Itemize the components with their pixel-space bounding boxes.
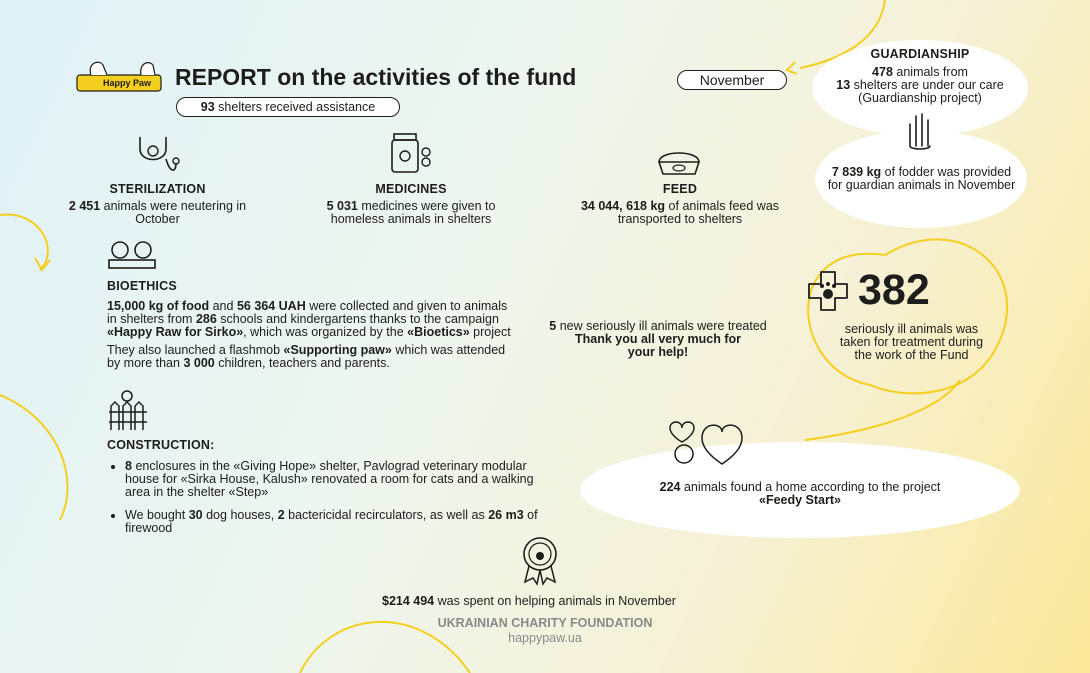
construction-item-2 [125,509,547,535]
fodder-amount: 7 839 kg [831,165,882,179]
website-link[interactable]: happypaw.ua [508,631,582,645]
medicine-jar-icon [390,132,434,174]
adoption-section [620,481,980,507]
award-paw-icon [519,536,561,586]
guardianship-title: GUARDIANSHIP [870,47,970,61]
sterilization-title: STERILIZATION [109,182,206,196]
bioethics-and: and [212,299,234,313]
construction-section [107,438,547,544]
shelters-text: shelters received assistance [218,100,376,114]
guardianship-animals: 478 [872,65,893,79]
treated-total: 382 [858,266,930,314]
construction-firewood: 26 m3 [488,508,524,522]
raised-hand-icon [906,110,934,150]
feed-title: FEED [662,182,698,196]
construction-title: CONSTRUCTION: [107,438,215,452]
page-title: REPORT on the activities of the fund [175,64,577,90]
treatment-count: 5 [549,319,557,333]
bioethics-p2a: They also launched a flashmob [107,343,281,357]
guardianship-text1: animals from [896,65,968,79]
foundation-name: UKRAINIAN CHARITY FOUNDATION [437,616,653,630]
sterilization-count: 2 451 [68,199,101,213]
bioethics-t2: schools and kindergartens thanks to the campaign [220,312,499,326]
guardianship-section [820,48,1020,105]
bioethics-paragraph-2 [107,344,517,370]
bioethics-paragraph-1 [107,300,517,339]
bioethics-title: BIOETHICS [107,279,177,293]
sterilization-section [60,183,255,226]
fence-dog-icon [107,390,151,432]
treatment-section [535,320,781,359]
construction-dog-houses: 30 [188,508,203,522]
construction-i2-b: dog houses, [206,508,275,522]
medicines-section [312,183,510,226]
construction-i2-a: We bought [125,508,186,522]
bioethics-uah: 56 364 UAH [236,299,306,313]
bioethics-t4: project [473,325,511,339]
construction-i2-d: of firewood [125,508,538,535]
logo [77,55,161,93]
spent-text: was spent on helping animals in November [437,594,676,608]
bioethics-campaign: «Happy Raw for Sirko» [107,325,244,339]
month-badge: November [677,70,787,90]
medical-cross-paw-icon [807,270,849,312]
bioethics-attendees: 3 000 [183,356,215,370]
sterilization-text: animals were neutering in October [103,199,247,226]
shelters-count: 93 [200,100,215,114]
guardianship-text2: shelters are under our care [853,78,1004,92]
treatment-text: new seriously ill animals were treated [559,319,767,333]
spent-line [382,594,676,608]
spent-amount: $214 494 [382,594,435,608]
bioethics-schools: 286 [195,312,217,326]
bioethics-t1: were collected and given to animals in shelters from [107,299,508,326]
food-bowl-icon [657,144,701,178]
construction-item-1 [125,460,547,499]
stethoscope-paw-icon [136,133,180,175]
fodder-text: of fodder was provided for guardian animals in November [827,165,1016,192]
feed-text: of animals feed was transported to shelters [617,199,780,226]
bioethics-food: 15,000 kg of food [107,299,210,313]
feed-amount: 34 044, 618 kg [580,199,666,213]
bioethics-project: «Bioetics» [407,325,470,339]
adoption-project: «Feedy Start» [759,493,841,507]
adoption-text: animals found a home according to the project [683,480,941,494]
logo-text: Happy Paw [103,78,152,88]
guardianship-shelters: 13 [836,78,851,92]
medicines-count: 5 031 [326,199,358,213]
cat-dog-heart-icon [668,418,744,466]
children-icon [107,238,157,270]
treated-total-text: seriously ill animals was taken for treatment during the work of the Fund [839,322,984,362]
construction-list [107,460,547,535]
medicines-text: medicines were given to homeless animals in shelters [330,199,496,226]
construction-i2-c: bactericidal recirculators, as well as [288,508,485,522]
bioethics-p2b: which was attended by more than [107,343,506,370]
thanks-text: Thank you all very much for your help! [574,332,741,359]
bioethics-flashmob: «Supporting paw» [283,343,392,357]
guardianship-text3: (Guardianship project) [858,91,982,105]
adoption-count: 224 [659,480,681,494]
construction-recirculators: 2 [277,508,285,522]
shelters-badge [176,97,400,117]
bioethics-t3: , which was organized by the [243,325,404,339]
fodder-section [824,166,1019,192]
feed-section [562,183,798,226]
bioethics-p2c: children, teachers and parents. [218,356,390,370]
construction-enclosures: 8 [125,459,132,473]
medicines-title: MEDICINES [375,182,447,196]
bioethics-section [107,280,517,370]
construction-item-1-text: enclosures in the «Giving Hope» shelter, Pavlograd veterinary modular house for «Sirka House, Kalush» renovated a room for cats and a walking area in the shelter «Step» [125,459,534,499]
